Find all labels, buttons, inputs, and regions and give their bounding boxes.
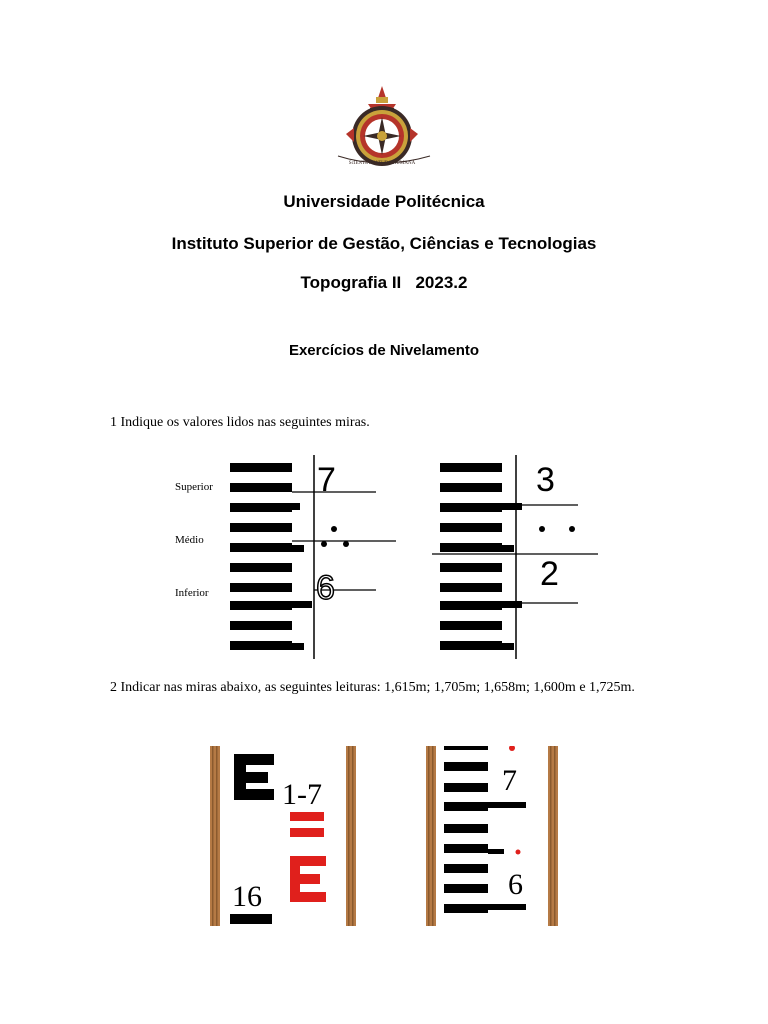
label-medio: Médio <box>175 534 204 546</box>
rod-c-label-top: 1-7 <box>282 778 322 811</box>
rod-b-number-bottom: 2 <box>540 555 559 593</box>
leveling-rod-c <box>210 746 358 926</box>
leveling-rod-d <box>426 746 560 926</box>
rod-d-label-bottom: 6 <box>508 868 523 901</box>
logo-motto: ScIENTIA NATURA HUMANA <box>348 161 416 166</box>
rod-b-number-top: 3 <box>536 461 555 499</box>
leveling-rod-a <box>228 455 400 661</box>
exercise-subtitle: Exercícios de Nivelamento <box>288 342 480 359</box>
rod-c-label-bottom: 16 <box>232 880 262 913</box>
leveling-rod-b <box>432 455 604 661</box>
rod-a-number-top: 7 <box>317 461 336 499</box>
exercise-1-statement: 1 Indique os valores lidos nas seguintes miras. <box>110 415 370 430</box>
institute-name: Instituto Superior de Gestão, Ciências e Tecnologias <box>171 234 597 253</box>
university-name: Universidade Politécnica <box>283 192 485 211</box>
rod-d-label-top: 7 <box>502 764 517 797</box>
course-title: Topografia II 2023.2 <box>300 273 468 292</box>
rod-a-number-bottom: 6 <box>316 569 335 607</box>
exercise-2-statement: 2 Indicar nas miras abaixo, as seguintes leituras: 1,615m; 1,705m; 1,658m; 1,600m e 1,725m. <box>110 680 635 695</box>
label-inferior: Inferior <box>175 587 209 599</box>
label-superior: Superior <box>175 481 213 493</box>
university-logo <box>332 84 436 168</box>
